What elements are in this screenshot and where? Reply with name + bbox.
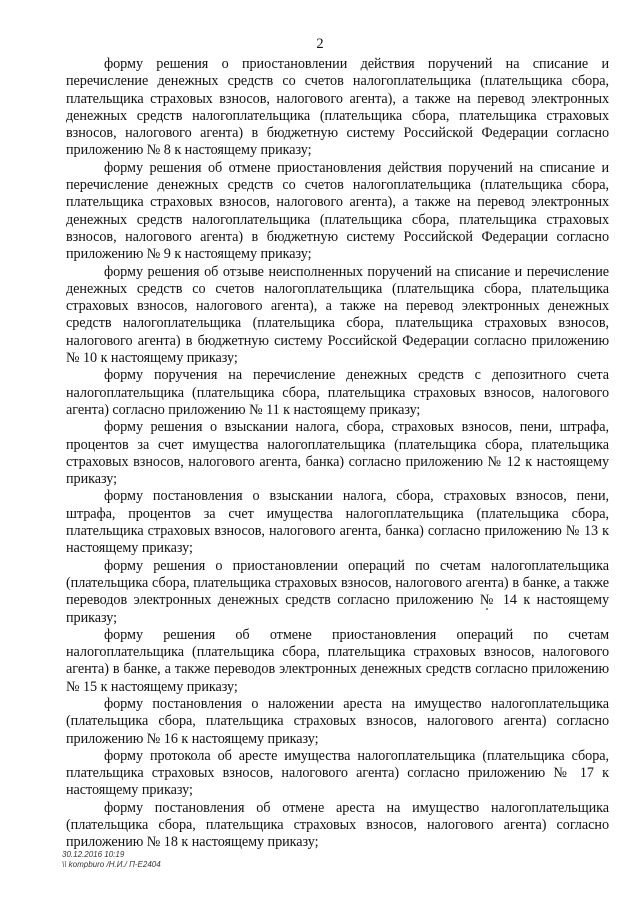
paragraph-form-9: форму решения об отмене приостановления действия поручений на списание и перечисление денежных средств со счетов налогоплательщика (плательщика сбора, плательщика страховых взносов, налогового агента), а также на перевод электронных денежных средств налогоплательщика (плательщика сбора, плательщика страховых взносов, налогового агента) в бюджетную систему Российской Федерации согласно приложению № 9 к настоящему приказу; — [66, 159, 609, 263]
paragraph-form-16: форму постановления о наложении ареста на имущество налогоплательщика (плательщика сбора, плательщика страховых взносов, налогового агента) согласно приложению № 16 к настоящему приказу; — [66, 695, 609, 747]
footer-stamp — [62, 850, 161, 870]
paragraph-form-8: форму решения о приостановлении действия поручений на списание и перечисление денежных средств со счетов налогоплательщика (плательщика сбора, плательщика страховых взносов, налогового агента), а также на перевод электронных денежных средств налогоплательщика (плательщика сбора, плательщика страховых взносов, налогового агента) в бюджетную систему Российской Федерации согласно приложению № 8 к настоящему приказу; — [66, 56, 609, 159]
paragraph-form-18: форму постановления об отмене ареста на имущество налогоплательщика (плательщика сбора, плательщика страховых взносов, налогового агента) согласно приложению № 18 к настоящему приказу; — [66, 799, 609, 851]
paragraph-form-12: форму решения о взыскании налога, сбора, страховых взносов, пени, штрафа, процентов за счет имущества налогоплательщика (плательщика сбора, плательщика страховых взносов, налогового агента, банка) согласно приложению № 12 к настоящему приказу; — [66, 419, 609, 488]
footer-timestamp: 30.12.2016 10:19 — [62, 850, 125, 859]
paragraph-form-13: форму постановления о взыскании налога, сбора, страховых взносов, пени, штрафа, процентов за счет имущества налогоплательщика (плательщика сбора, плательщика страховых взносов, налогового агента, банка) согласно приложению № 13 к настоящему приказу; — [66, 488, 609, 557]
paragraph-form-15: форму решения об отмене приостановления операций по счетам налогоплательщика (плательщика сбора, плательщика страховых взносов, налогового агента) в банке, а также переводов электронных денежных средств согласно приложению № 15 к настоящему приказу; — [66, 626, 609, 695]
document-body — [66, 56, 609, 852]
scan-speck — [486, 608, 488, 610]
paragraph-form-11: форму поручения на перечисление денежных средств с депозитного счета налогоплательщика (плательщика сбора, плательщика страховых взносов, налогового агента) согласно приложению № 11 к настоящему приказу; — [66, 367, 609, 418]
page-number: 2 — [316, 36, 324, 52]
paragraph-form-17: форму протокола об аресте имущества налогоплательщика (плательщика сбора, плательщика страховых взносов, налогового агента) согласно приложению № 17 к настоящему приказу; — [66, 747, 609, 799]
paragraph-form-10: форму решения об отзыве неисполненных поручений на списание и перечисление денежных средств со счетов налогоплательщика (плательщика сбора, плательщика страховых взносов, налогового агента), а также на перевод электронных денежных средств налогоплательщика (плательщика сбора, плательщика страховых взносов, налогового агента) в бюджетную систему Российской Федерации согласно приложению № 10 к настоящему приказу; — [66, 263, 609, 367]
paragraph-form-14: форму решения о приостановлении операций по счетам налогоплательщика (плательщика сбора, плательщика страховых взносов, налогового агента) в банке, а также переводов электронных денежных средств согласно приложению № 14 к настоящему приказу; — [66, 557, 609, 626]
footer-file-reference: \\ kompburo /Н.И./ П-Е2404 — [62, 860, 161, 869]
